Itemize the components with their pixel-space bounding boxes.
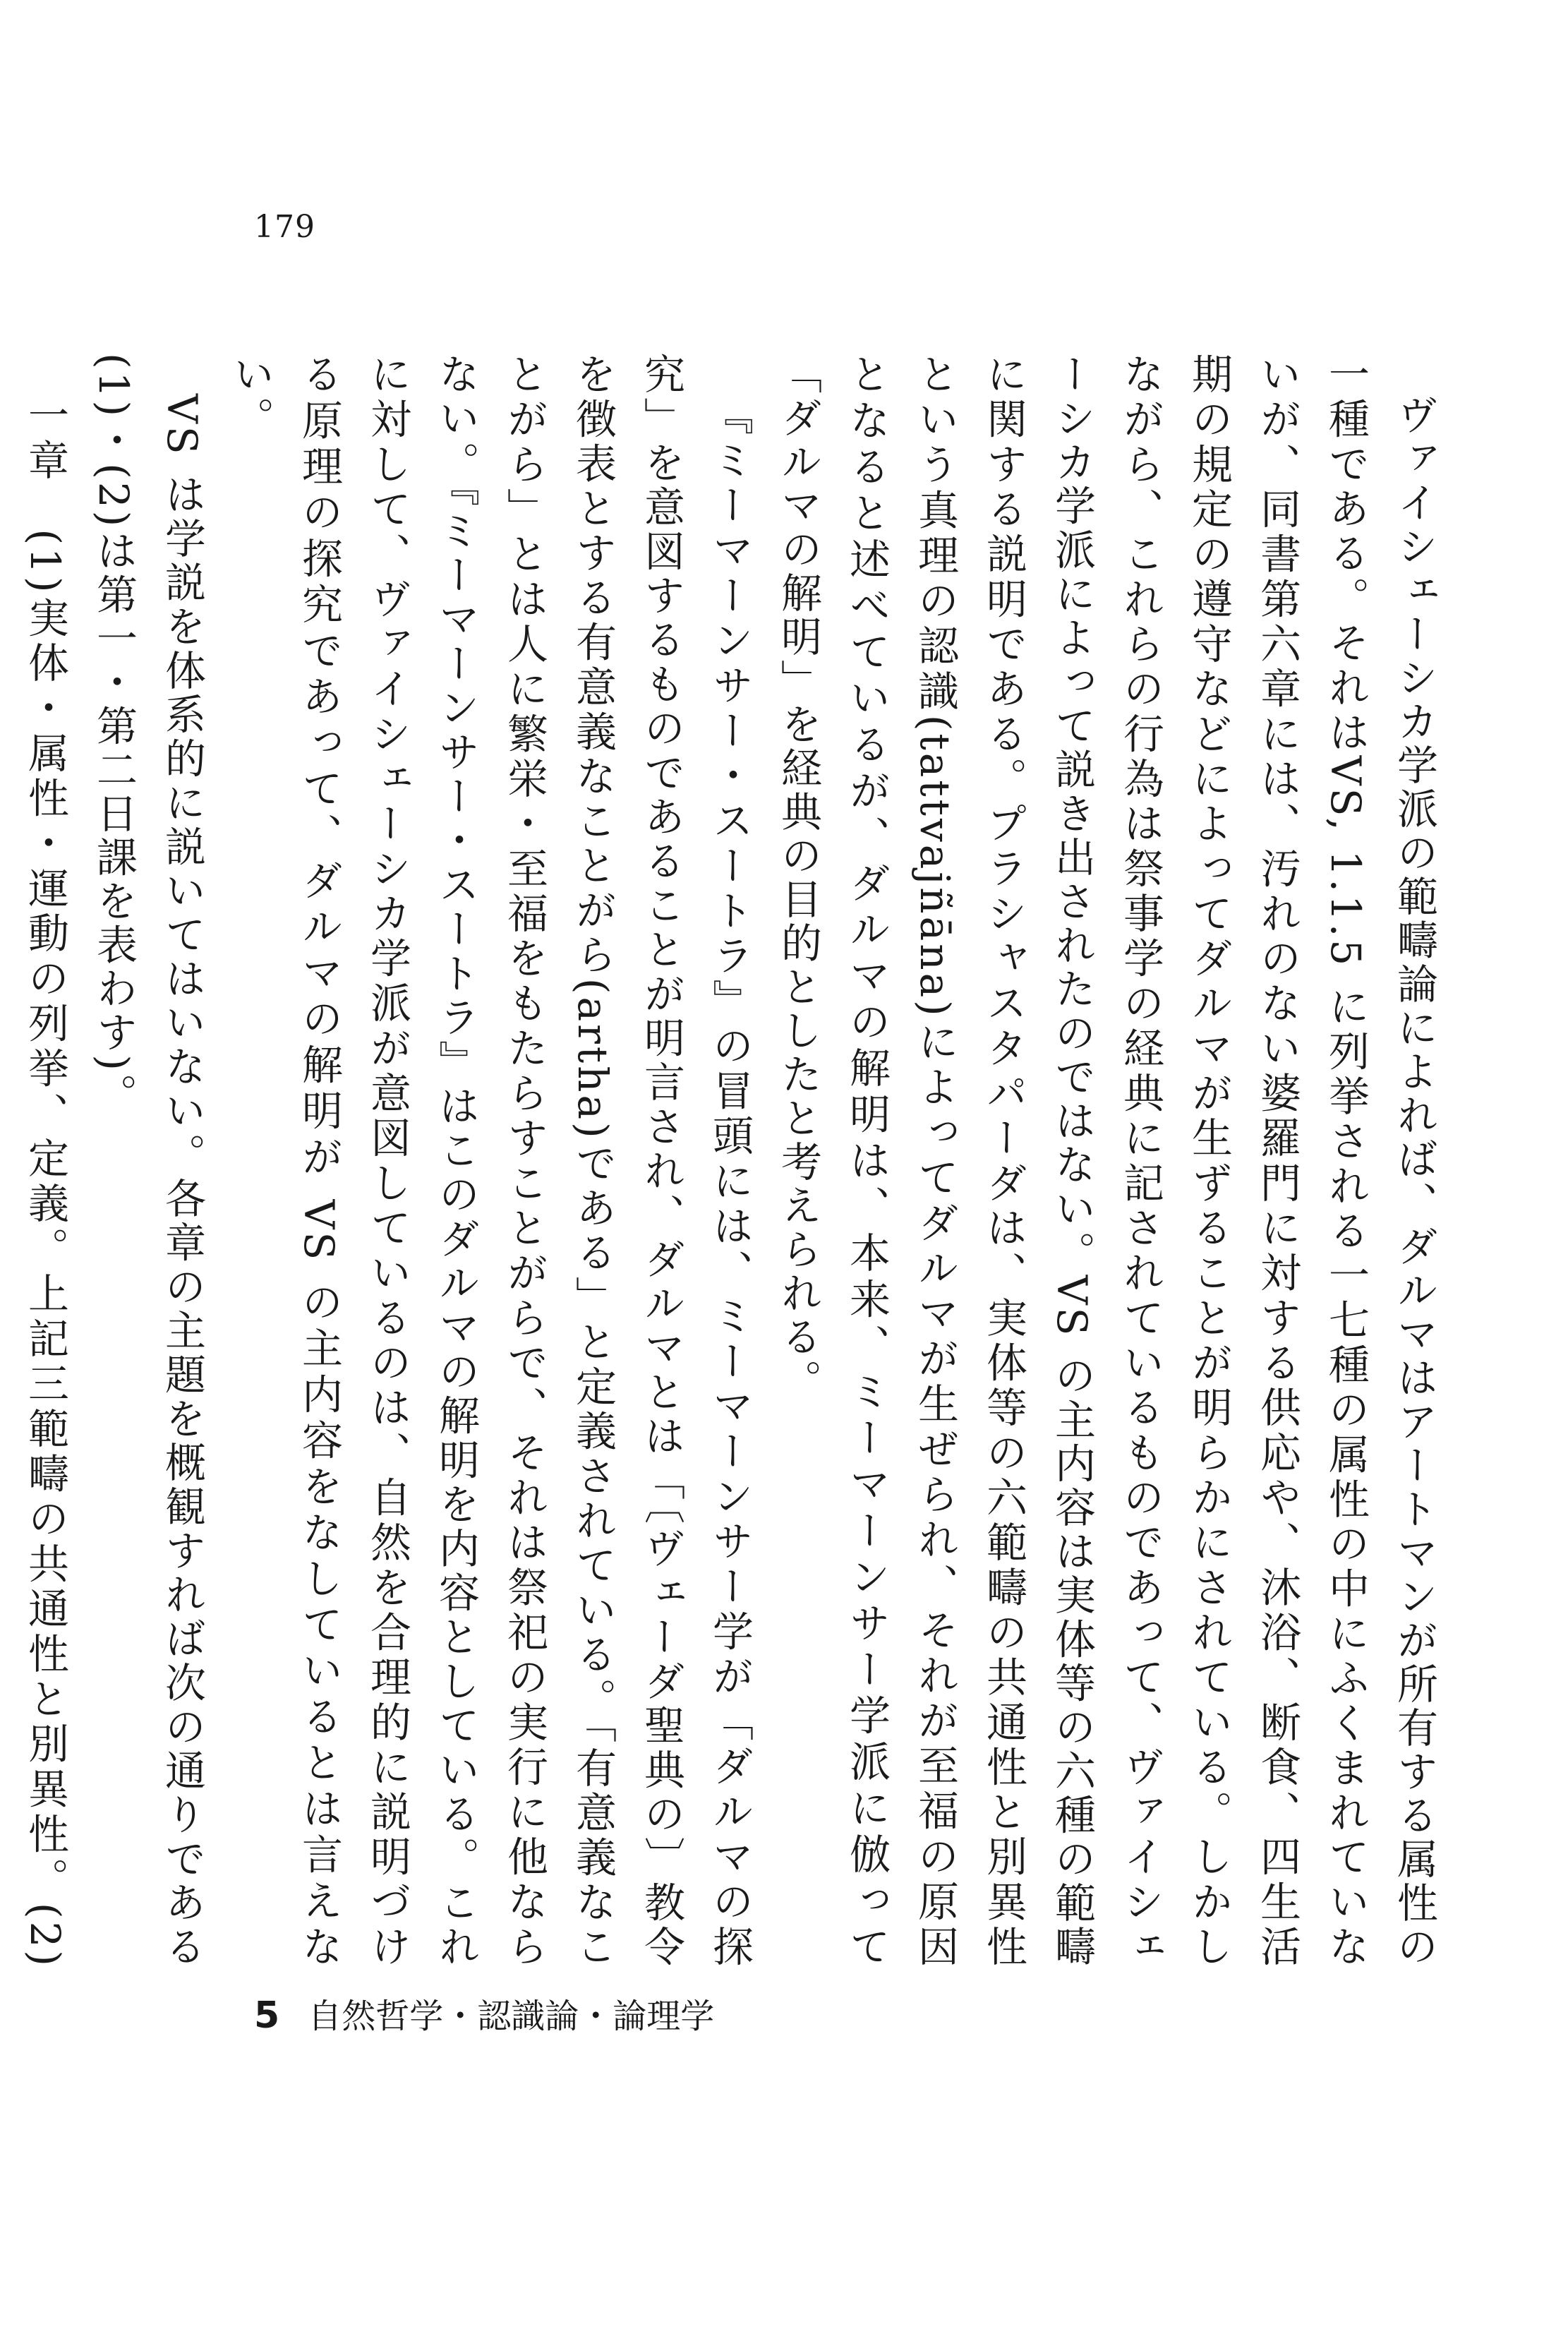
paragraph-1: ヴァイシェーシカ学派の範疇論によれば、ダルマはアートマンが所有する属性の一種である。それはVS, 1.1.5 に列挙される一七種の属性の中にふくまれていないが、同書第六章には、汚れのない婆羅門に対する供応や、沐浴、断食、四生活期の規定の遵守などによってダルマが生ずることが明らかにされている。しかしながら、これらの行為は祭事学の経典に記されているものであって、ヴァイシェーシカ学派によって説き出されたのではない。VS の主内容は実体等の六種の範疇に関する説明である。プラシャスタパーダは、実体等の六範疇の共通性と別異性という真理の認識(tattvajñāna)によってダルマが生ぜられ、それが至福の原因となると述べているが、ダルマの解明は、本来、ミーマーンサー学派に倣って「ダルマの解明」を経典の目的としたと考えられる。 [774, 353, 1438, 1969]
chapter-title: 自然哲学・認識論・論理学 [308, 1997, 715, 2036]
chapter-number: 5 [254, 1994, 280, 2037]
paragraph-3: VS は学説を体系的に説いてはいない。各章の主題を概観すれば次の通りである(1)・(2)は第一・第二日課を表わす)。 [90, 353, 206, 1969]
page-number: 179 [254, 209, 315, 245]
body-text [21, 353, 1448, 1970]
paragraph-2: 『ミーマーンサー・スートラ』の冒頭には、ミーマーンサー学が「ダルマの探究」を意図するものであることが明言され、ダルマとは「〔ヴェーダ聖典の〕教令を徴表とする有意義なことがら(artha)である」と定義されている。「有意義なことがら」とは人に繁栄・至福をもたらすことがらで、それは祭祀の実行に他ならない。『ミーマーンサー・スートラ』はこのダルマの解明を内容としている。これに対して、ヴァイシェーシカ学派が意図しているのは、自然を合理的に説明づける原理の探究であって、ダルマの解明が VS の主内容をなしているとは言えない。 [227, 353, 754, 1970]
page-footer [254, 1989, 714, 2037]
paragraph-4: 一章 (1)実体・属性・運動の列挙、定義。上記三範疇の共通性と別異性。(2) [21, 394, 69, 1969]
